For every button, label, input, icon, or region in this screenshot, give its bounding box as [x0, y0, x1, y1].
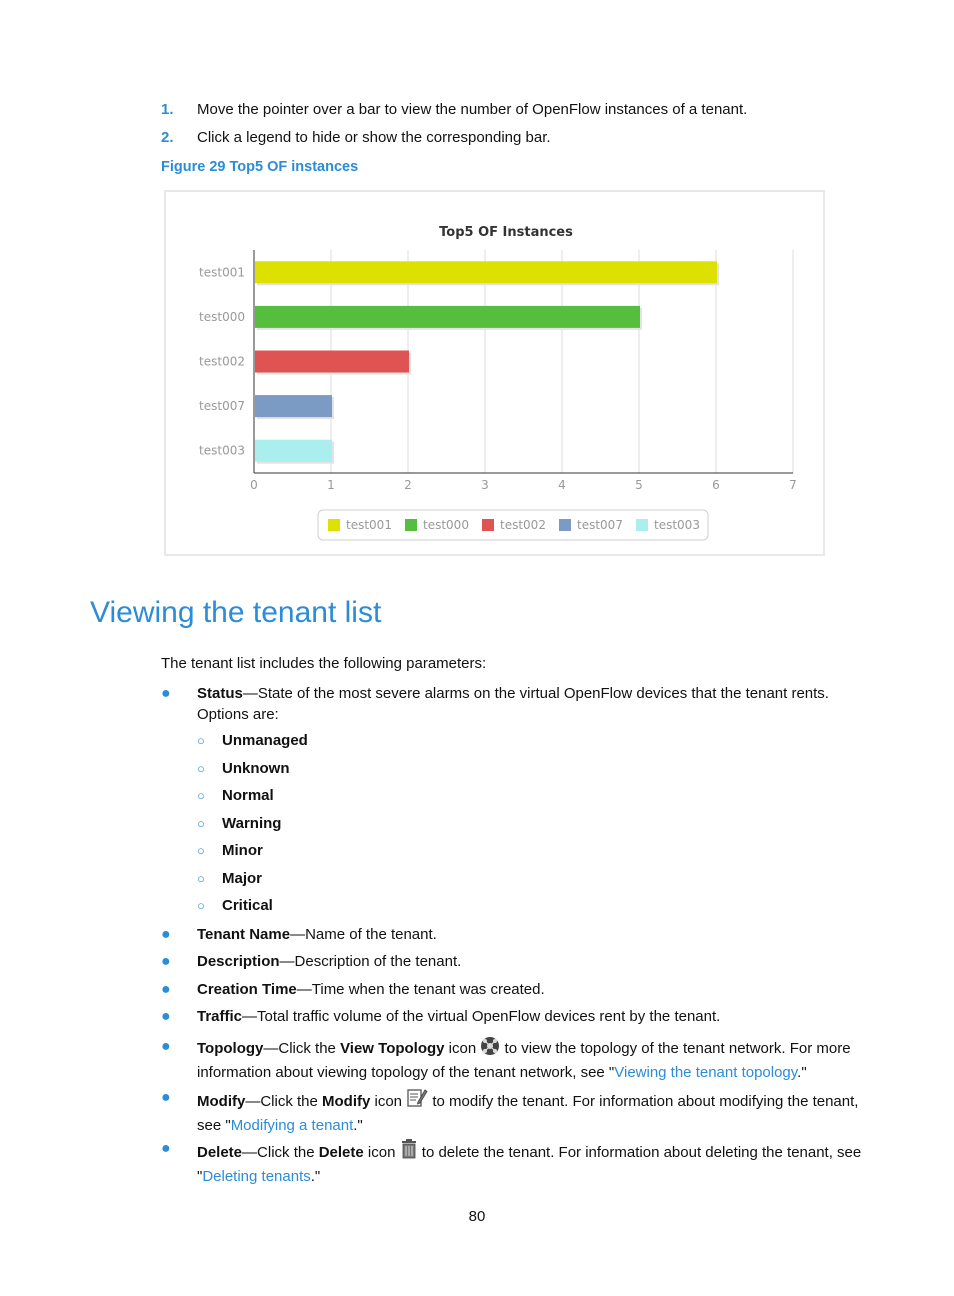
circle-bullet-icon: ○ [197, 761, 205, 776]
legend-swatch[interactable] [482, 519, 494, 531]
bullet-icon: ● [161, 1008, 171, 1025]
term: Tenant Name [197, 926, 291, 943]
step-number: 2. [161, 129, 174, 146]
text: to view the topology of the tenant network. For more information about viewing topology of the tenant network, see " [197, 1040, 851, 1081]
bullet-icon: ● [161, 685, 171, 702]
section-title: Viewing the tenant list [90, 596, 382, 629]
legend-swatch[interactable] [405, 519, 417, 531]
chart-figure [164, 190, 825, 556]
ui-label: View Topology [340, 1040, 445, 1057]
text: icon [363, 1144, 400, 1161]
text: ." [353, 1117, 363, 1134]
category-label: test002 [199, 354, 245, 369]
x-tick-label: 7 [789, 478, 797, 492]
circle-bullet-icon: ○ [197, 898, 205, 913]
bar-chart [166, 192, 823, 554]
legend-item-test001[interactable]: test001 [346, 518, 392, 532]
term: Topology [197, 1040, 264, 1057]
x-tick-label: 4 [558, 478, 566, 492]
category-label: test001 [199, 265, 245, 280]
bullet-icon: ● [161, 981, 171, 998]
text: icon [370, 1093, 407, 1110]
desc: —Description of the tenant. [279, 953, 462, 970]
legend-item-test003[interactable]: test003 [654, 518, 700, 532]
bar-test007[interactable] [255, 395, 332, 417]
category-label: test007 [199, 399, 245, 414]
circle-bullet-icon: ○ [197, 788, 205, 803]
link-deleting-tenants[interactable]: Deleting tenants [202, 1168, 311, 1185]
x-tick-label: 1 [327, 478, 335, 492]
ui-label: Modify [322, 1093, 371, 1110]
status-option-label: Unmanaged [222, 732, 308, 749]
step-number: 1. [161, 101, 174, 118]
x-tick-label: 3 [481, 478, 489, 492]
term: Modify [197, 1093, 246, 1110]
text: icon [444, 1040, 481, 1057]
text: ." [310, 1168, 321, 1185]
link-viewing-tenant-topology[interactable]: Viewing the tenant topology [614, 1064, 798, 1081]
term-status: Status [197, 685, 243, 702]
text: —Click the [263, 1040, 341, 1057]
bullet-icon: ● [161, 1140, 171, 1157]
status-option-label: Critical [222, 897, 273, 914]
status-option-label: Unknown [222, 760, 290, 777]
text: to delete the tenant. For information about deleting the tenant, see " [197, 1144, 862, 1185]
step-text: Click a legend to hide or show the corresponding bar. [197, 129, 551, 146]
legend-item-test007[interactable]: test007 [577, 518, 623, 532]
circle-bullet-icon: ○ [197, 843, 205, 858]
step-text: Move the pointer over a bar to view the number of OpenFlow instances of a tenant. [197, 101, 748, 118]
status-desc: —State of the most severe alarms on the virtual OpenFlow devices that the tenant rents. Options are: [197, 685, 829, 723]
term: Delete [197, 1144, 243, 1161]
bar-test002[interactable] [255, 351, 409, 373]
circle-bullet-icon: ○ [197, 871, 205, 886]
desc: —Total traffic volume of the virtual OpenFlow devices rent by the tenant. [242, 1008, 721, 1025]
modify-icon [406, 1087, 428, 1115]
x-tick-label: 5 [635, 478, 643, 492]
term: Traffic [197, 1008, 243, 1025]
bar-test001[interactable] [255, 261, 717, 283]
view-topology-icon [480, 1036, 500, 1062]
bullet-icon: ● [161, 1089, 171, 1106]
x-tick-label: 2 [404, 478, 412, 492]
bullet-icon: ● [161, 1038, 171, 1055]
status-option-label: Normal [222, 787, 274, 804]
status-option-label: Major [222, 870, 263, 887]
legend-item-test000[interactable]: test000 [423, 518, 469, 532]
term: Creation Time [197, 981, 297, 998]
circle-bullet-icon: ○ [197, 733, 205, 748]
category-label: test003 [199, 443, 245, 458]
legend-swatch[interactable] [328, 519, 340, 531]
bullet-icon: ● [161, 953, 171, 970]
ui-label: Delete [318, 1144, 364, 1161]
legend-item-test002[interactable]: test002 [500, 518, 546, 532]
circle-bullet-icon: ○ [197, 816, 205, 831]
figure-caption: Figure 29 Top5 OF instances [161, 159, 359, 175]
bar-test003[interactable] [255, 440, 332, 462]
term: Description [197, 953, 280, 970]
bar-test000[interactable] [255, 306, 640, 328]
page-number: 80 [468, 1208, 486, 1225]
text: ." [797, 1064, 807, 1081]
x-tick-label: 0 [250, 478, 258, 492]
trash-icon [400, 1138, 418, 1166]
text: to modify the tenant. For information about modifying the tenant, see " [197, 1093, 859, 1134]
bullet-icon: ● [161, 926, 171, 943]
x-tick-label: 6 [712, 478, 720, 492]
category-label: test000 [199, 309, 245, 324]
legend-swatch[interactable] [559, 519, 571, 531]
intro-text: The tenant list includes the following parameters: [161, 655, 487, 672]
desc: —Time when the tenant was created. [296, 981, 545, 998]
text: —Click the [245, 1093, 323, 1110]
link-modifying-tenant[interactable]: Modifying a tenant [230, 1117, 354, 1134]
desc: —Name of the tenant. [290, 926, 437, 943]
text: —Click the [242, 1144, 319, 1161]
legend-swatch[interactable] [636, 519, 648, 531]
status-option-label: Minor [222, 842, 263, 859]
chart-title: Top5 OF Instances [439, 225, 573, 240]
status-option-label: Warning [222, 815, 282, 832]
